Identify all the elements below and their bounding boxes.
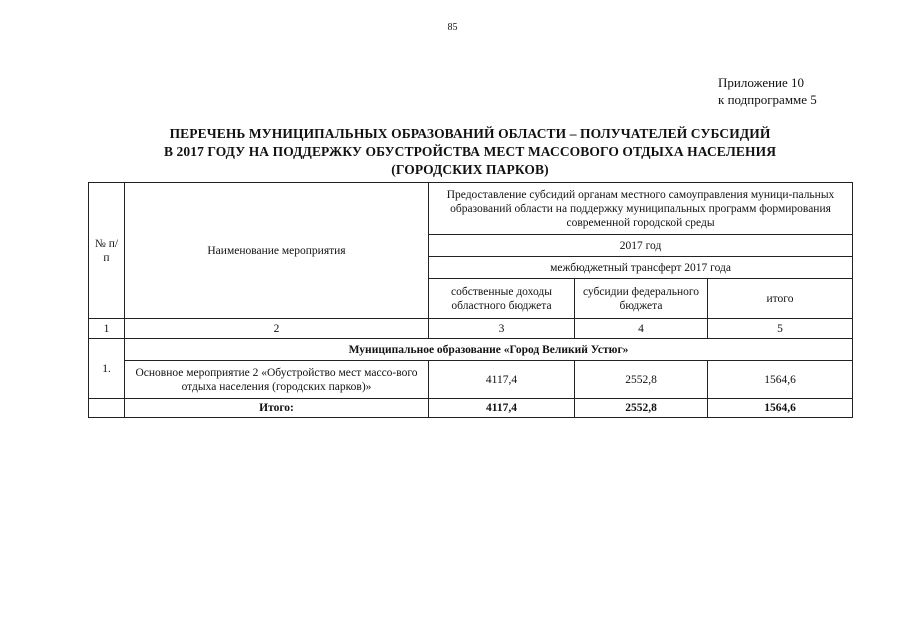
page-number: 85 <box>447 22 458 33</box>
column-number: 2 <box>125 319 429 339</box>
column-number: 5 <box>708 319 853 339</box>
row-name: Основное мероприятие 2 «Обустройство мест массо-вого отдыха населения (городских парков)» <box>125 361 429 399</box>
title-line-1: ПЕРЕЧЕНЬ МУНИЦИПАЛЬНЫХ ОБРАЗОВАНИЙ ОБЛАСТИ – ПОЛУЧАТЕЛЕЙ СУБСИДИЙ <box>169 126 771 141</box>
total-value-3: 1564,6 <box>708 399 853 418</box>
row-value-3: 1564,6 <box>708 361 853 399</box>
table-row <box>89 361 853 399</box>
header-transfer: межбюджетный трансферт 2017 года <box>429 257 853 279</box>
row-num: 1. <box>89 339 125 399</box>
total-label: Итого: <box>125 399 429 418</box>
column-number: 1 <box>89 319 125 339</box>
total-row <box>89 399 853 418</box>
header-name: Наименование мероприятия <box>125 183 429 319</box>
document-title <box>80 125 860 179</box>
total-empty-cell <box>89 399 125 418</box>
column-number: 4 <box>575 319 708 339</box>
header-group: Предоставление субсидий органам местного самоуправления муници-пальных образований области на поддержку муниципальных программ формирования современной городской среды <box>429 183 853 235</box>
appendix-line-1: Приложение 10 <box>718 75 805 90</box>
subsidy-table <box>88 182 853 418</box>
appendix-label <box>718 74 817 108</box>
header-col3: собственные доходы областного бюджета <box>429 279 575 319</box>
row-value-2: 2552,8 <box>575 361 708 399</box>
column-number: 3 <box>429 319 575 339</box>
header-row-1 <box>89 183 853 235</box>
section-row <box>89 339 853 361</box>
row-value-1: 4117,4 <box>429 361 575 399</box>
total-value-2: 2552,8 <box>575 399 708 418</box>
header-num: № п/п <box>89 183 125 319</box>
header-year: 2017 год <box>429 235 853 257</box>
column-number-row <box>89 319 853 339</box>
header-col5: итого <box>708 279 853 319</box>
appendix-line-2: к подпрограмме 5 <box>718 92 817 107</box>
title-line-3: (ГОРОДСКИХ ПАРКОВ) <box>391 162 549 177</box>
section-title: Муниципальное образование «Город Великий Устюг» <box>125 339 853 361</box>
title-line-2: В 2017 ГОДУ НА ПОДДЕРЖКУ ОБУСТРОЙСТВА МЕСТ МАССОВОГО ОТДЫХА НАСЕЛЕНИЯ <box>163 144 777 159</box>
header-col4: субсидии федерального бюджета <box>575 279 708 319</box>
total-value-1: 4117,4 <box>429 399 575 418</box>
